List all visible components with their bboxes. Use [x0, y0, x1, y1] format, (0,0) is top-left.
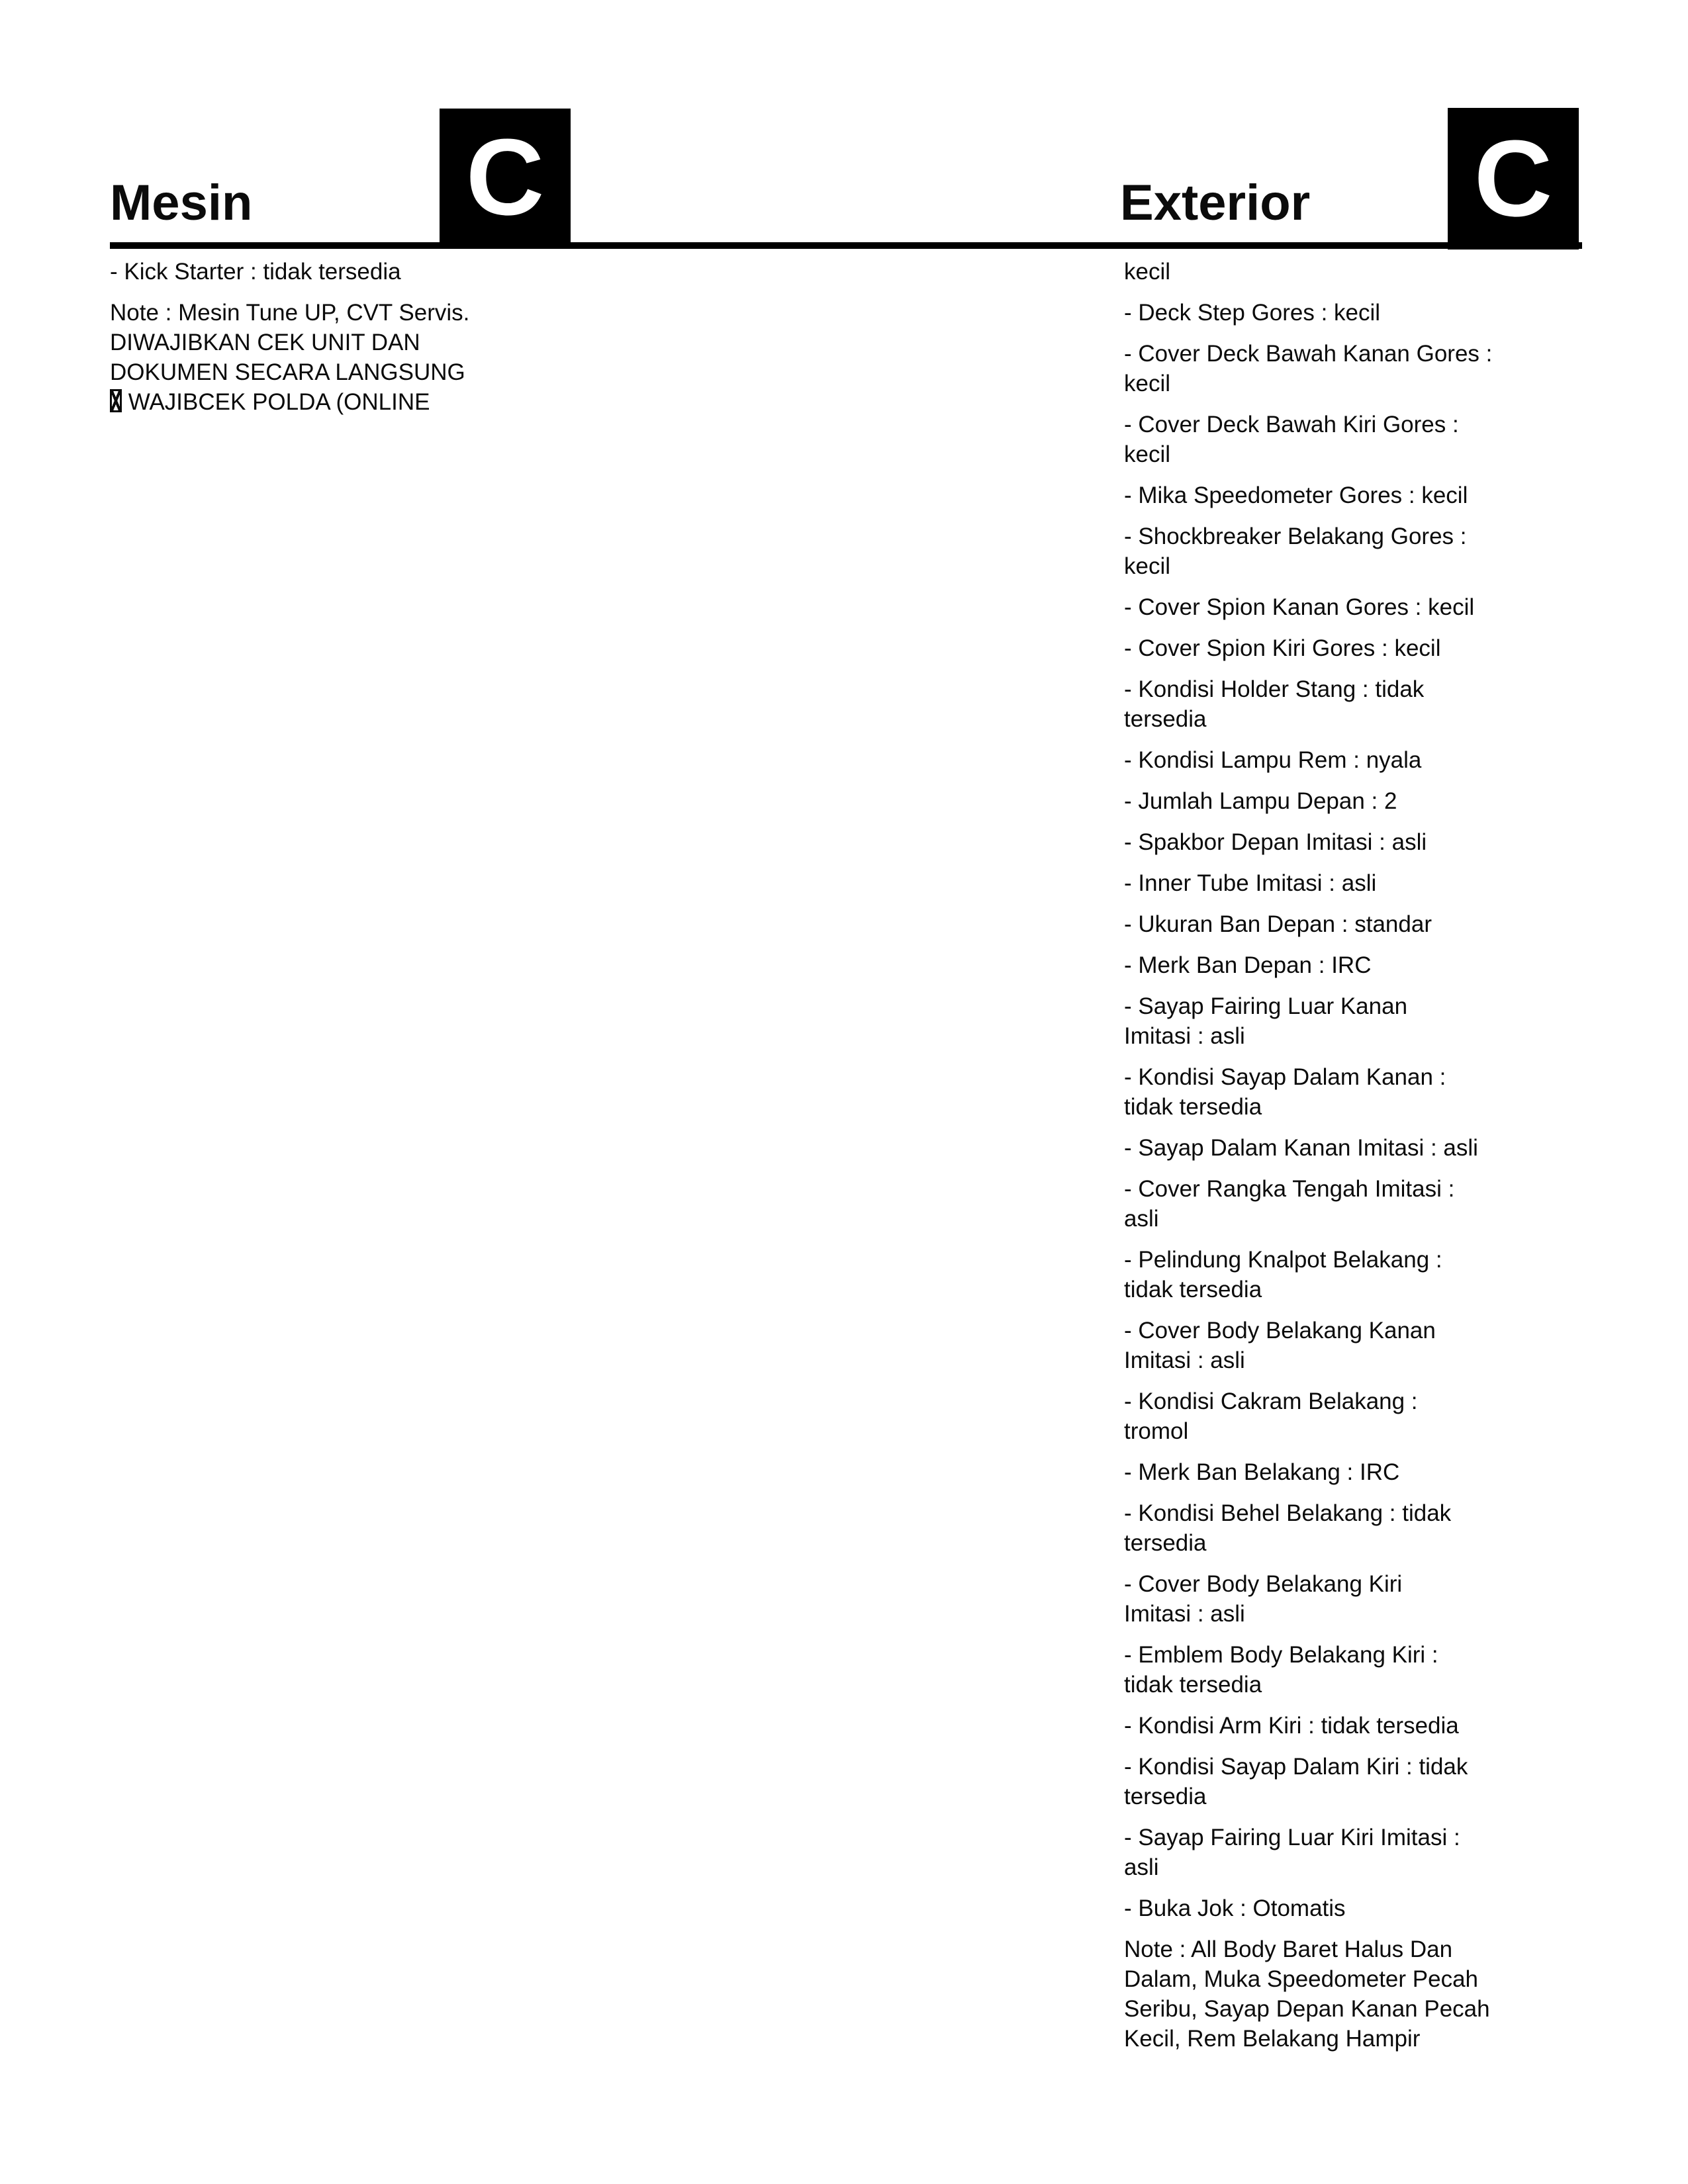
item-line: asli	[1124, 1206, 1159, 1232]
item-line: - Kondisi Sayap Dalam Kiri : tidak	[1124, 1754, 1468, 1780]
item-line: Seribu, Sayap Depan Kanan Pecah	[1124, 1996, 1490, 2022]
item-line: - Merk Ban Depan : IRC	[1124, 952, 1372, 978]
grade-badge-mesin: C	[440, 109, 571, 246]
item	[1124, 909, 1587, 939]
missing-glyph-icon	[110, 389, 122, 412]
item	[1124, 1498, 1587, 1558]
section-title-exterior: Exterior	[1120, 175, 1311, 231]
item-line: - Cover Spion Kanan Gores : kecil	[1124, 594, 1475, 620]
item-line: - Inner Tube Imitasi : asli	[1124, 870, 1377, 896]
item-line: kecil	[1124, 441, 1171, 467]
item-line: - Cover Body Belakang Kiri	[1124, 1571, 1403, 1597]
item-line: tidak tersedia	[1124, 1672, 1262, 1698]
item-line: - Shockbreaker Belakang Gores :	[1124, 523, 1467, 549]
item	[1124, 827, 1587, 857]
item-line: - Sayap Fairing Luar Kiri Imitasi :	[1124, 1825, 1460, 1850]
item-line: - Kondisi Behel Belakang : tidak	[1124, 1500, 1452, 1526]
item-line: Note : All Body Baret Halus Dan	[1124, 1936, 1453, 1962]
item-line: - Kondisi Sayap Dalam Kanan :	[1124, 1064, 1446, 1090]
item	[1124, 522, 1587, 581]
item-line: Imitasi : asli	[1124, 1601, 1245, 1627]
item-line: WAJIBCEK POLDA (ONLINE	[110, 387, 851, 417]
item-line: Note : Mesin Tune UP, CVT Servis.	[110, 300, 470, 326]
item-line: tidak tersedia	[1124, 1277, 1262, 1302]
item-line: kecil	[1124, 371, 1171, 396]
item-line: - Kondisi Cakram Belakang :	[1124, 1388, 1418, 1414]
item	[1124, 950, 1587, 980]
item-line: - Cover Body Belakang Kanan	[1124, 1318, 1436, 1343]
item-line: - Sayap Fairing Luar Kanan	[1124, 993, 1408, 1019]
item-line: tromol	[1124, 1418, 1189, 1444]
item	[1124, 1934, 1587, 2054]
item-line: - Sayap Dalam Kanan Imitasi : asli	[1124, 1135, 1478, 1161]
item	[1124, 991, 1587, 1051]
item-line: asli	[1124, 1854, 1159, 1880]
item-line: DIWAJIBKAN CEK UNIT DAN	[110, 330, 420, 355]
item-line: tersedia	[1124, 1784, 1207, 1809]
item-line: - Cover Rangka Tengah Imitasi :	[1124, 1176, 1455, 1202]
item-line: - Buka Jok : Otomatis	[1124, 1895, 1346, 1921]
item-line: kecil	[1124, 553, 1171, 579]
item-line: - Ukuran Ban Depan : standar	[1124, 911, 1432, 937]
item	[110, 298, 851, 417]
item-line: tidak tersedia	[1124, 1094, 1262, 1120]
item-line: tersedia	[1124, 706, 1207, 732]
item-line: DOKUMEN SECARA LANGSUNG	[110, 359, 465, 385]
item	[1124, 868, 1587, 898]
section-title-mesin: Mesin	[110, 175, 253, 231]
item	[1124, 633, 1587, 663]
item	[1124, 1457, 1587, 1487]
item-line: kecil	[1124, 259, 1171, 285]
item-line: Dalam, Muka Speedometer Pecah	[1124, 1966, 1478, 1992]
item	[110, 257, 851, 287]
item	[1124, 1133, 1587, 1163]
item	[1124, 674, 1587, 734]
item	[1124, 1752, 1587, 1811]
item	[1124, 1569, 1587, 1629]
item-line: - Emblem Body Belakang Kiri :	[1124, 1642, 1438, 1668]
item-line: - Mika Speedometer Gores : kecil	[1124, 482, 1468, 508]
item-line: - Kondisi Holder Stang : tidak	[1124, 676, 1425, 702]
item-line: - Spakbor Depan Imitasi : asli	[1124, 829, 1427, 855]
item	[1124, 1062, 1587, 1122]
item-line: - Cover Spion Kiri Gores : kecil	[1124, 635, 1441, 661]
item	[1124, 1387, 1587, 1446]
item-line: - Jumlah Lampu Depan : 2	[1124, 788, 1397, 814]
item	[1124, 1640, 1587, 1700]
item	[1124, 339, 1587, 398]
item-line: Imitasi : asli	[1124, 1023, 1245, 1049]
item	[1124, 257, 1587, 287]
item	[1124, 745, 1587, 775]
section-body-mesin	[110, 257, 851, 428]
item-line: - Kondisi Lampu Rem : nyala	[1124, 747, 1422, 773]
header-rule	[110, 242, 1582, 249]
item-line: - Kondisi Arm Kiri : tidak tersedia	[1124, 1713, 1459, 1739]
item	[1124, 592, 1587, 622]
item	[1124, 1823, 1587, 1882]
item-line: Imitasi : asli	[1124, 1347, 1245, 1373]
item-line: - Cover Deck Bawah Kiri Gores :	[1124, 412, 1459, 437]
item	[1124, 410, 1587, 469]
item-line: - Cover Deck Bawah Kanan Gores :	[1124, 341, 1493, 367]
item-line: - Deck Step Gores : kecil	[1124, 300, 1381, 326]
item	[1124, 1711, 1587, 1741]
grade-badge-exterior: C	[1448, 108, 1579, 250]
item-line: - Merk Ban Belakang : IRC	[1124, 1459, 1400, 1485]
item	[1124, 1893, 1587, 1923]
section-body-exterior	[1124, 257, 1587, 2065]
item	[1124, 1245, 1587, 1304]
item	[1124, 1174, 1587, 1234]
item	[1124, 480, 1587, 510]
item-line: tersedia	[1124, 1530, 1207, 1556]
item	[1124, 1316, 1587, 1375]
item	[1124, 298, 1587, 328]
item	[1124, 786, 1587, 816]
item-line: - Kick Starter : tidak tersedia	[110, 259, 401, 285]
item-line: - Pelindung Knalpot Belakang :	[1124, 1247, 1442, 1273]
item-line: Kecil, Rem Belakang Hampir	[1124, 2026, 1421, 2052]
